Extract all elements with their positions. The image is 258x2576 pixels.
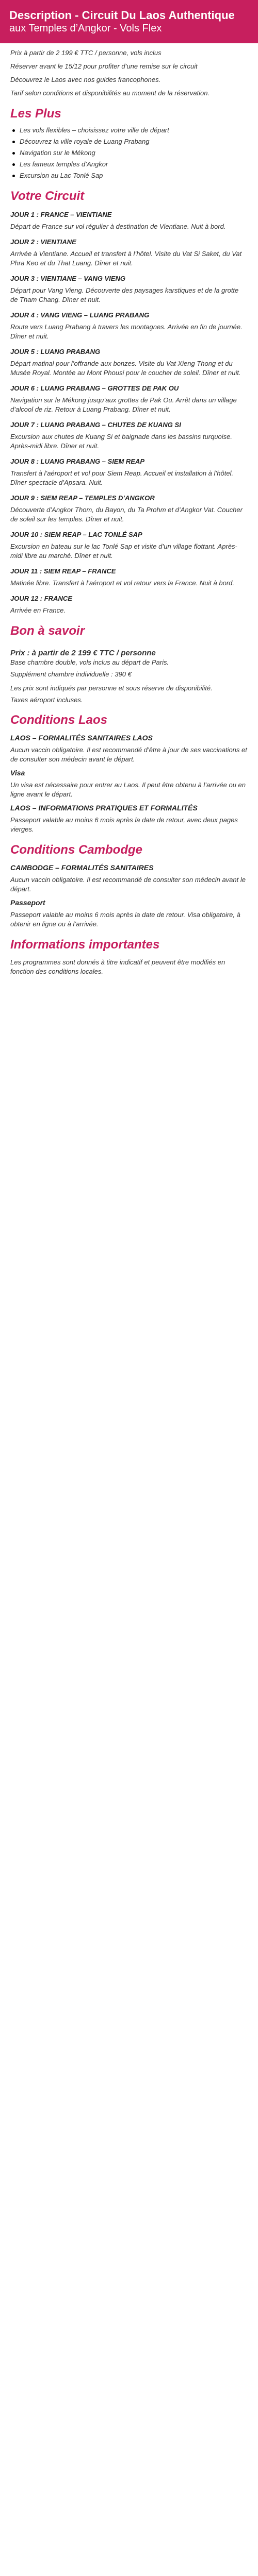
- infos-title: Informations importantes: [10, 938, 160, 952]
- conditions-text: Aucun vaccin obligatoire. Il est recommandé de consulter son médecin avant le départ.: [10, 876, 246, 893]
- infos-block: [10, 958, 248, 976]
- day-text: Arrivée à Vientiane. Accueil et transfert à l’hôtel. Visite du Vat Si Saket, du Vat Phra Keo et du That Luang. Dîner et nuit.: [10, 250, 242, 267]
- day-block: [10, 311, 248, 341]
- day-text: Excursion aux chutes de Kuang Si et baignade dans les bassins turquoise. Après-midi libre. Dîner et nuit.: [10, 433, 232, 450]
- day-heading: JOUR 4 : VANG VIENG – LUANG PRABANG: [10, 311, 150, 319]
- day-text: Transfert à l’aéroport et vol pour Siem Reap. Accueil et installation à l’hôtel. Dîner spectacle d’Apsara. Nuit.: [10, 469, 234, 486]
- day-block: [10, 274, 248, 304]
- itinerary: [10, 210, 248, 615]
- day-heading: JOUR 11 : SIEM REAP – FRANCE: [10, 567, 116, 575]
- conditions-text: Aucun vaccin obligatoire. Il est recommandé d’être à jour de ses vaccinations et de consulter son médecin avant le départ.: [10, 746, 247, 763]
- plus-item: Excursion au Lac Tonlé Sap: [10, 171, 248, 180]
- day-text: Excursion en bateau sur le lac Tonlé Sap et visite d’un village flottant. Après-midi libre au marché. Dîner et nuit.: [10, 543, 237, 560]
- day-text: Départ de France sur vol régulier à destination de Vientiane. Nuit à bord.: [10, 223, 226, 230]
- day-text: Départ pour Vang Vieng. Découverte des paysages karstiques et de la grotte de Tham Chang. Dîner et nuit.: [10, 286, 239, 303]
- day-block: [10, 530, 248, 561]
- price-main: Prix : à partir de 2 199 € TTC / personne: [10, 649, 156, 657]
- day-heading: JOUR 5 : LUANG PRABANG: [10, 348, 101, 355]
- plus-list: [10, 126, 248, 180]
- day-block: [10, 210, 248, 231]
- day-text: Navigation sur le Mékong jusqu’aux grottes de Pak Ou. Arrêt dans un village d’alcool de riz. Retour à Luang Prabang. Dîner et nuit.: [10, 396, 237, 413]
- price-block: [10, 648, 248, 704]
- conditions-heading: LAOS – INFORMATIONS PRATIQUES ET FORMALITÉS: [10, 804, 198, 812]
- conditions-text: Passeport valable au moins 6 mois après la date de retour. Visa obligatoire, à obtenir en ligne ou à l’arrivée.: [10, 911, 240, 928]
- day-block: [10, 594, 248, 615]
- conditions-cambodge: [10, 863, 248, 929]
- banner-title: Description - Circuit Du Laos Authentique: [9, 9, 235, 22]
- banner-subtitle: aux Temples d’Angkor - Vols Flex: [9, 23, 162, 34]
- circuit-title: Votre Circuit: [10, 189, 85, 203]
- day-heading: JOUR 6 : LUANG PRABANG – GROTTES DE PAK OU: [10, 384, 179, 392]
- day-heading: JOUR 12 : FRANCE: [10, 595, 72, 602]
- bottom-spacer: [10, 980, 248, 987]
- day-block: [10, 347, 248, 378]
- conditions-laos-title: Conditions Laos: [10, 713, 107, 727]
- price-note: Les prix sont indiqués par personne et sous réserve de disponibilité.: [10, 684, 213, 692]
- conditions-cambodge-title: Conditions Cambodge: [10, 843, 142, 857]
- day-heading: JOUR 7 : LUANG PRABANG – CHUTES DE KUANG SI: [10, 421, 181, 429]
- price-basis: Base chambre double, vols inclus au départ de Paris.: [10, 658, 169, 666]
- plus-item: Découvrez la ville royale de Luang Prabang: [10, 137, 248, 146]
- title-banner: [0, 0, 258, 43]
- intro-line: Tarif selon conditions et disponibilités au moment de la réservation.: [10, 89, 210, 97]
- day-block: [10, 457, 248, 487]
- price-taxes: Taxes aéroport incluses.: [10, 696, 83, 704]
- plus-title: Les Plus: [10, 107, 61, 121]
- conditions-text: Un visa est nécessaire pour entrer au Laos. Il peut être obtenu à l’arrivée ou en ligne avant le départ.: [10, 781, 246, 798]
- day-block: [10, 420, 248, 451]
- day-text: Route vers Luang Prabang à travers les montagnes. Arrivée en fin de journée. Dîner et nuit.: [10, 323, 243, 340]
- conditions-heading: LAOS – FORMALITÉS SANITAIRES LAOS: [10, 734, 153, 742]
- day-heading: JOUR 10 : SIEM REAP – LAC TONLÉ SAP: [10, 531, 142, 538]
- day-block: [10, 238, 248, 268]
- conditions-heading: Visa: [10, 769, 25, 777]
- plus-item: Navigation sur le Mékong: [10, 148, 248, 158]
- day-text: Arrivée en France.: [10, 606, 66, 614]
- day-text: Découverte d’Angkor Thom, du Bayon, du Ta Prohm et d’Angkor Vat. Coucher de soleil sur les temples. Dîner et nuit.: [10, 506, 243, 523]
- day-block: [10, 384, 248, 414]
- day-heading: JOUR 8 : LUANG PRABANG – SIEM REAP: [10, 457, 145, 465]
- infos-text: Les programmes sont donnés à titre indicatif et peuvent être modifiés en fonction des conditions locales.: [10, 958, 225, 975]
- conditions-heading: CAMBODGE – FORMALITÉS SANITAIRES: [10, 863, 154, 872]
- day-text: Départ matinal pour l’offrande aux bonzes. Visite du Vat Xieng Thong et du Musée Royal. Montée au Mont Phousi pour le coucher de soleil. Dîner et nuit.: [10, 360, 241, 377]
- price-supplement: Supplément chambre individuelle : 390 €: [10, 670, 132, 678]
- plus-item: Les fameux temples d’Angkor: [10, 160, 248, 169]
- day-block: [10, 567, 248, 588]
- intro-line: Découvrez le Laos avec nos guides francophones.: [10, 76, 161, 83]
- day-heading: JOUR 9 : SIEM REAP – TEMPLES D’ANGKOR: [10, 494, 155, 502]
- plus-item: Les vols flexibles – choisissez votre ville de départ: [10, 126, 248, 135]
- day-heading: JOUR 1 : FRANCE – VIENTIANE: [10, 211, 112, 218]
- intro-line: Prix à partir de 2 199 € TTC / personne, vols inclus: [10, 49, 162, 57]
- day-heading: JOUR 3 : VIENTIANE – VANG VIENG: [10, 275, 125, 282]
- conditions-text: Passeport valable au moins 6 mois après la date de retour, avec deux pages vierges.: [10, 816, 238, 833]
- conditions-laos: [10, 733, 248, 834]
- intro-line: Réserver avant le 15/12 pour profiter d’une remise sur le circuit: [10, 62, 198, 70]
- day-heading: JOUR 2 : VIENTIANE: [10, 238, 76, 246]
- conditions-heading: Passeport: [10, 899, 45, 907]
- day-block: [10, 494, 248, 524]
- day-text: Matinée libre. Transfert à l’aéroport et vol retour vers la France. Nuit à bord.: [10, 579, 235, 587]
- intro-text: [10, 48, 248, 98]
- prices-title: Bon à savoir: [10, 624, 85, 638]
